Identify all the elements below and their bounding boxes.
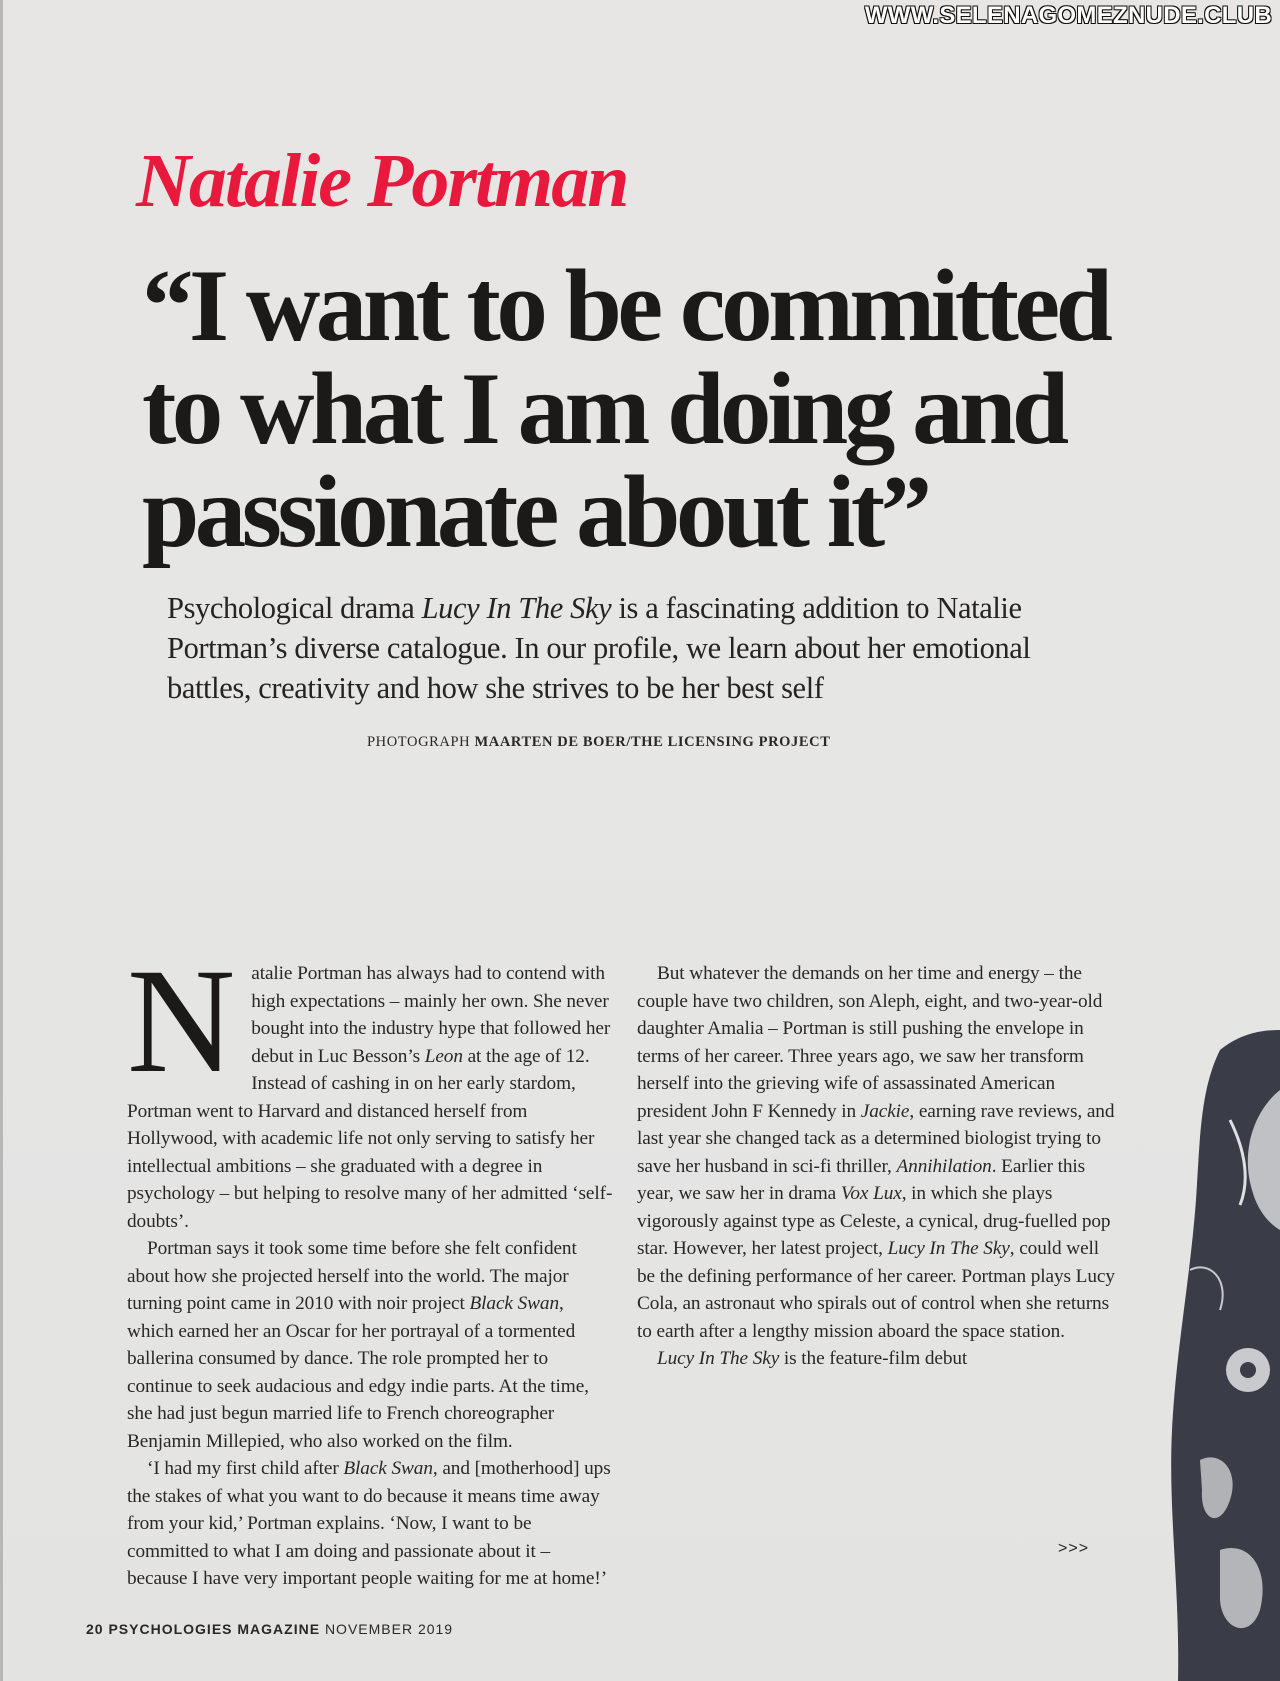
body-paragraph xyxy=(127,1455,613,1593)
body-text: , could well be the defining performance of her career. Portman plays Lucy Cola, an astronaut who spirals out of control when she returns to earth after a lengthy mission aboard the space station. xyxy=(637,1238,1115,1342)
standfirst-film-title: Lucy In The Sky xyxy=(421,591,612,625)
credit-label: PHOTOGRAPH xyxy=(367,734,471,750)
body-paragraph xyxy=(127,1235,613,1455)
body-text: , and [motherhood] ups the stakes of what you want to do because it means time away from your kid,’ Portman explains. ‘Now, I want to be committed to what I am doing and passionate about it – because I have very important people waiting for me at home!’ xyxy=(127,1458,611,1589)
body-text: atalie Portman has always had to contend with high expectations – mainly her own. She never bought into the industry hype that followed her debut in Luc Besson’s xyxy=(251,963,611,1067)
body-text: Portman says it took some time before she felt confident about how she projected herself into the world. The major turning point came in 2010 with noir project xyxy=(127,1238,577,1314)
body-column-left xyxy=(127,938,613,1593)
film-title: Jackie xyxy=(860,1100,910,1122)
film-title: Lucy In The Sky xyxy=(657,1348,780,1369)
film-title: Black Swan xyxy=(343,1458,433,1479)
continue-arrow-marker: >>> xyxy=(1058,1540,1090,1557)
standfirst-text-cont: is a fascinating addition to Natalie Portman’s diverse catalogue. In our profile, we learn about her emotional battles, creativity and how she strives to be her best self xyxy=(167,591,1031,705)
headline-quote: “I want to be committed to what I am doing and passionate about it” xyxy=(142,249,1109,569)
body-paragraph xyxy=(637,1345,1117,1373)
body-column-right xyxy=(637,960,1117,1373)
page-footer xyxy=(86,1621,453,1637)
body-text: ‘I had my first child after xyxy=(147,1458,344,1479)
film-title: Annihilation xyxy=(896,1155,992,1177)
body-paragraph xyxy=(637,960,1117,1345)
film-title: Vox Lux xyxy=(840,1183,902,1204)
page-number: 20 xyxy=(86,1621,104,1637)
body-text: is the feature-film debut xyxy=(779,1348,968,1369)
body-text: , which earned her an Oscar for her portrayal of a tormented ballerina consumed by dance. The role prompted her to continue to seek audacious and edgy indie parts. At the time, she had just begun married life to French choreographer Benjamin Millepied, who also worked on the film. xyxy=(127,1293,589,1452)
body-paragraph xyxy=(127,938,613,1235)
page-gutter-shadow xyxy=(0,0,3,1681)
magazine-name: PSYCHOLOGIES MAGAZINE xyxy=(108,1621,321,1637)
body-text: , in which she plays vigorously against type as Celeste, a cynical, drug-fuelled pop star. However, her latest project, xyxy=(637,1183,1111,1259)
body-text: But whatever the demands on her time and energy – the couple have two children, son Aleph, eight, and two-year-old daughter Amalia – Portman is still pushing the envelope in terms of her career. Three years ago, we saw her transform herself into the grieving wife of assassinated American president John F Kennedy in xyxy=(637,963,1103,1122)
body-text: . Earlier this year, we saw her in drama xyxy=(637,1155,1086,1204)
standfirst-text: Psychological drama xyxy=(167,591,422,625)
film-title: Lucy In The Sky xyxy=(887,1238,1010,1259)
watermark: WWW.SELENAGOMEZNUDE.CLUB xyxy=(864,2,1272,29)
photo-credit xyxy=(367,734,831,751)
standfirst xyxy=(167,588,1117,708)
film-title: Leon xyxy=(424,1045,463,1067)
drop-cap: N xyxy=(127,938,236,1104)
body-text: at the age of 12. Instead of cashing in on her early stardom, Portman went to Harvard and distanced herself from Hollywood, with academic life not only serving to satisfy her intellectual ambitions – she graduated with a degree in psychology – but helping to resolve many of her admitted ‘self-doubts’. xyxy=(127,1045,613,1232)
kicker-name: Natalie Portman xyxy=(136,139,628,223)
credit-name: MAARTEN DE BOER/THE LICENSING PROJECT xyxy=(474,734,831,750)
body-text: , earning rave reviews, and last year she changed tack as a determined biologist trying to save her husband in sci-fi thriller, xyxy=(637,1100,1115,1177)
film-title: Black Swan xyxy=(469,1293,559,1314)
photo-dress-edge xyxy=(1160,1030,1280,1681)
issue-date: NOVEMBER 2019 xyxy=(324,1621,454,1637)
